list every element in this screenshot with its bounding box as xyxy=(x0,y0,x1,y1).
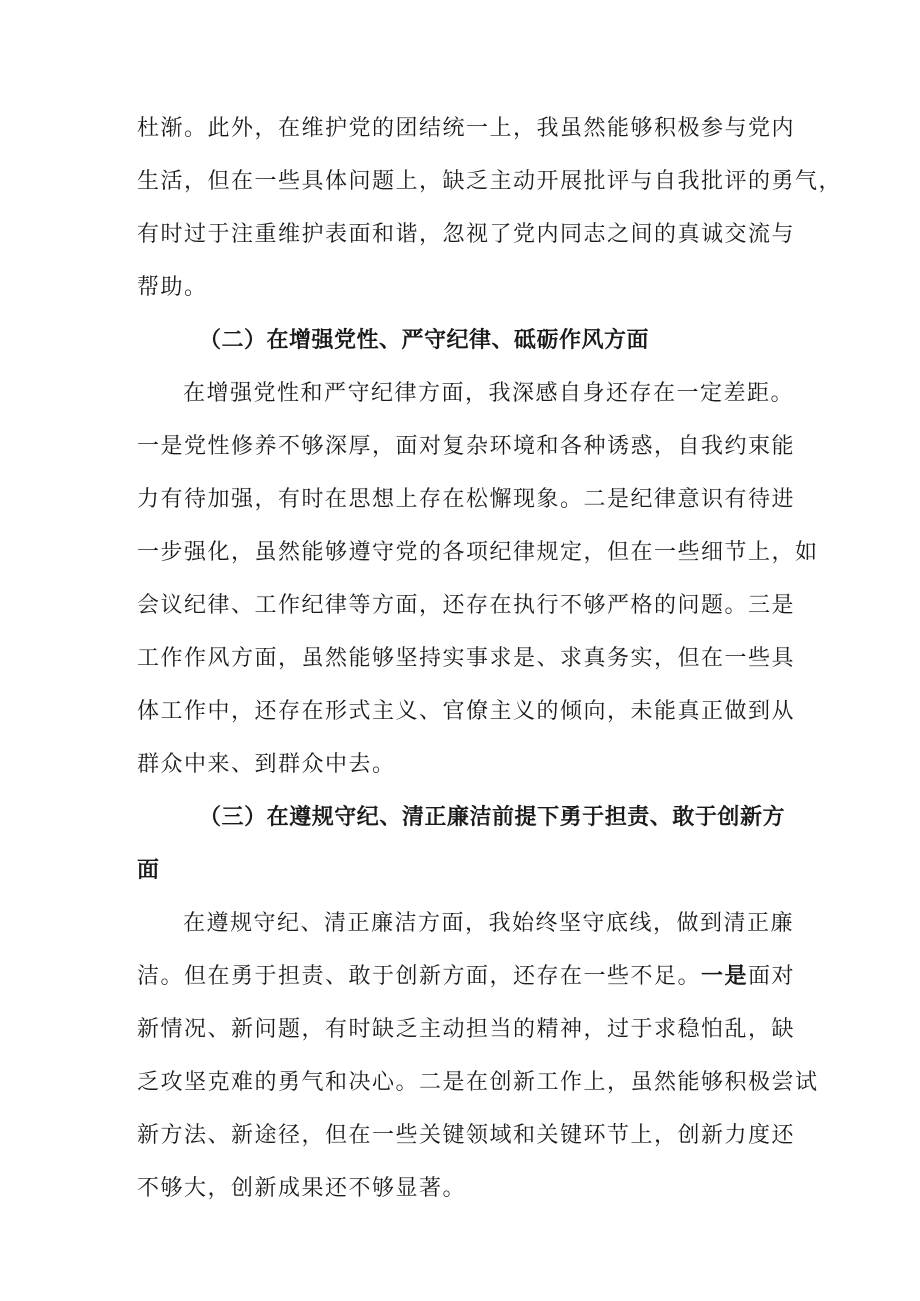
section-heading-2: （二）在增强党性、严守纪律、砥砺作风方面 xyxy=(199,328,650,353)
text-line: 帮助。 xyxy=(137,275,208,300)
text-line: 工作作风方面，虽然能够坚持实事求是、求真务实，但在一些具 xyxy=(137,646,796,671)
text-line: 会议纪律、工作纪律等方面，还存在执行不够严格的问题。三是 xyxy=(137,593,796,618)
text-line: 在遵规守纪、清正廉洁方面，我始终坚守底线，做到清正廉 xyxy=(183,911,795,936)
text-line: 在增强党性和严守纪律方面，我深感自身还存在一定差距。 xyxy=(183,381,795,406)
paragraph-section-3 xyxy=(137,897,819,1215)
text-line xyxy=(137,950,796,1003)
bold-marker: 一是 xyxy=(701,963,749,989)
text-line: 乏攻坚克难的勇气和决心。二是在创新工作上，虽然能够积极尝试 xyxy=(137,1070,819,1095)
text-line: 一步强化，虽然能够遵守党的各项纪律规定，但在一些细节上，如 xyxy=(137,540,819,565)
text-span: 洁。但在勇于担责、敢于创新方面，还存在一些不足。 xyxy=(137,964,702,989)
section-heading-3 xyxy=(137,791,785,897)
text-line: 新情况、新问题，有时缺乏主动担当的精神，过于求稳怕乱，缺 xyxy=(137,1017,796,1042)
document-page xyxy=(137,102,843,1215)
heading-line: 面 xyxy=(137,858,160,883)
text-line: 群众中来、到群众中去。 xyxy=(137,752,396,777)
heading-line: （三）在遵规守纪、清正廉洁前提下勇于担责、敢于创新方 xyxy=(199,805,785,830)
text-line: 有时过于注重维护表面和谐，忽视了党内同志之间的真诚交流与 xyxy=(137,222,796,247)
paragraph-section-2 xyxy=(137,367,819,791)
text-line: 一是党性修养不够深厚，面对复杂环境和各种诱惑，自我约束能 xyxy=(137,434,796,459)
paragraph-continued xyxy=(137,102,843,314)
text-line: 力有待加强，有时在思想上存在松懈现象。二是纪律意识有待进 xyxy=(137,487,796,512)
text-line: 杜渐。此外，在维护党的团结统一上，我虽然能够积极参与党内 xyxy=(137,116,796,141)
text-line: 新方法、新途径，但在一些关键领域和关键环节上，创新力度还 xyxy=(137,1123,796,1148)
text-line: 不够大，创新成果还不够显著。 xyxy=(137,1176,467,1201)
text-span: 面对 xyxy=(748,964,796,989)
text-line: 生活，但在一些具体问题上，缺乏主动开展批评与自我批评的勇气， xyxy=(137,169,843,194)
text-line: 体工作中，还存在形式主义、官僚主义的倾向，未能真正做到从 xyxy=(137,699,796,724)
